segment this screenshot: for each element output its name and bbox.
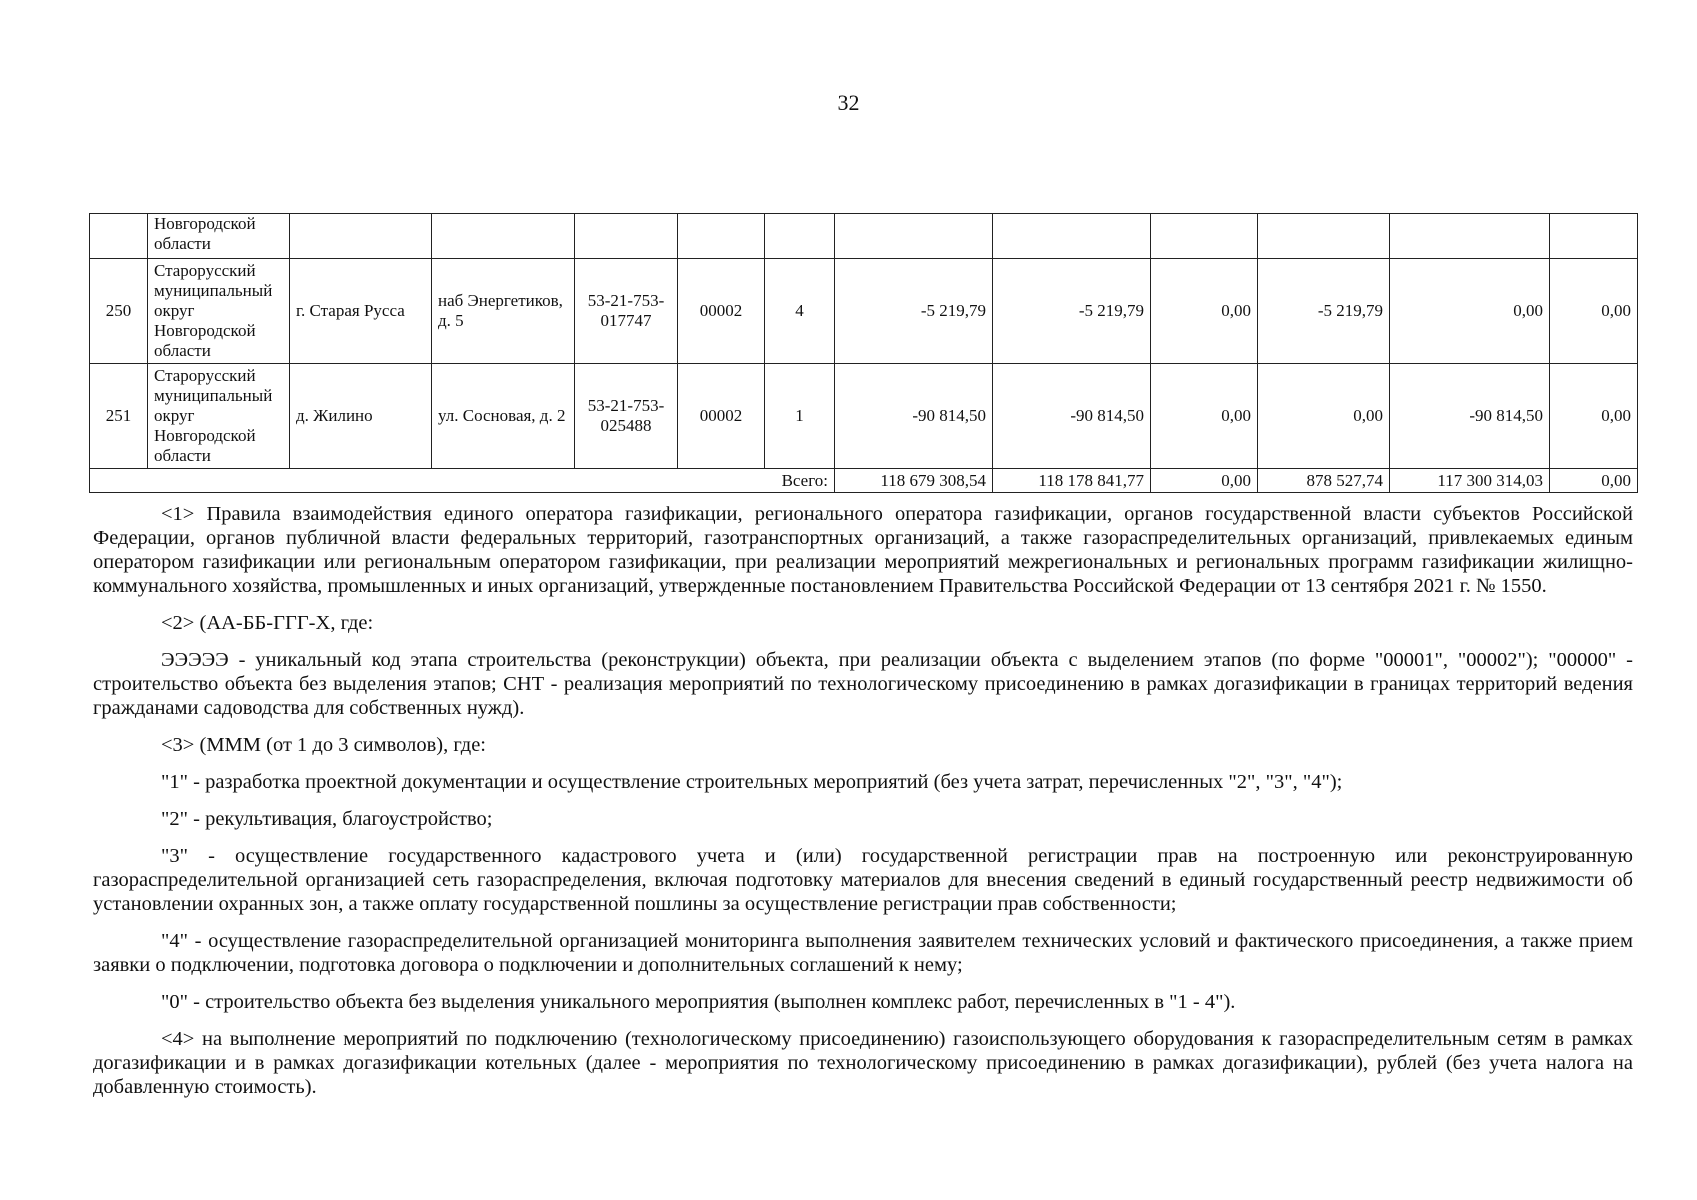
- value-cell-3: 0,00: [1151, 259, 1258, 364]
- row-number-cell: [90, 214, 148, 259]
- total-value-4: 878 527,74: [1258, 469, 1390, 493]
- address-cell: [432, 214, 575, 259]
- footnotes: [93, 502, 1633, 1112]
- value-cell-5: [1390, 214, 1550, 259]
- registry-table: [89, 213, 1638, 493]
- table-row: [90, 259, 1638, 364]
- locality-cell: г. Старая Русса: [290, 259, 432, 364]
- locality-cell: [290, 214, 432, 259]
- total-value-3: 0,00: [1151, 469, 1258, 493]
- value-cell-4: [1258, 214, 1390, 259]
- municipality-cell: Старорусский муниципальный округ Новгородской области: [148, 364, 290, 469]
- row-number-cell: 250: [90, 259, 148, 364]
- footnote-3-item-4: "4" - осуществление газораспределительной организацией мониторинга выполнения заявителем технических условий и фактического присоединения, а также прием заявки о подключении, подготовка договора о подключении и дополнительных соглашений к нему;: [93, 930, 1633, 976]
- municipality-cell: Старорусский муниципальный округ Новгородской области: [148, 259, 290, 364]
- stage-code-cell: 00002: [678, 364, 765, 469]
- value-cell-6: 0,00: [1550, 364, 1638, 469]
- footnote-2-title: <2> (АА-ББ-ГГГ-Х, где:: [161, 612, 374, 634]
- value-cell-3: 0,00: [1151, 364, 1258, 469]
- footnote-3-title: <3> (МММ (от 1 до 3 символов), где:: [161, 734, 486, 756]
- value-cell-4: -5 219,79: [1258, 259, 1390, 364]
- value-cell-2: -90 814,50: [993, 364, 1151, 469]
- value-cell-3: [1151, 214, 1258, 259]
- footnote-3-item-3: "3" - осуществление государственного кадастрового учета и (или) государственной регистрации прав на построенную или реконструированную газораспределительной организацией сеть газораспределения, включая подготовку материалов для внесения сведений в единый государственный реестр недвижимости об установлении охранных зон, а также оплату государственной пошлины за осуществление регистрации прав собственности;: [93, 845, 1633, 915]
- total-row: [90, 469, 1638, 493]
- address-cell: наб Энергетиков, д. 5: [432, 259, 575, 364]
- value-cell-5: 0,00: [1390, 259, 1550, 364]
- municipality-cell: Новгородской области: [148, 214, 290, 259]
- table-row: [90, 364, 1638, 469]
- value-cell-6: 0,00: [1550, 259, 1638, 364]
- footnote-3-item-2: "2" - рекультивация, благоустройство;: [161, 808, 493, 830]
- object-code-cell: [575, 214, 678, 259]
- footnote-2-stage-code: ЭЭЭЭЭ - уникальный код этапа строительства (реконструкции) объекта, при реализации объекта с выделением этапов (по форме "00001", "00002"); "00000" - строительство объекта без выделения этапов; СНТ - реализация мероприятий по технологическому присоединению в рамках догазификации в границах территорий ведения гражданами садоводства для собственных нужд).: [93, 649, 1633, 719]
- footnote-3-item-1: "1" - разработка проектной документации и осуществление строительных мероприятий (без учета затрат, перечисленных "2", "3", "4");: [161, 771, 1343, 793]
- stage-code-cell: [678, 214, 765, 259]
- total-value-6: 0,00: [1550, 469, 1638, 493]
- value-cell-1: -90 814,50: [835, 364, 993, 469]
- row-number-cell: 251: [90, 364, 148, 469]
- footnote-1: <1> Правила взаимодействия единого оператора газификации, регионального оператора газификации, органов государственной власти субъектов Российской Федерации, органов публичной власти федеральных территорий, газотранспортных организаций, а также газораспределительных организаций, привлекаемых единым оператором газификации или региональным оператором газификации, при реализации мероприятий межрегиональных и региональных программ газификации жилищно-коммунального хозяйства, промышленных и иных организаций, утвержденные постановлением Правительства Российской Федерации от 13 сентября 2021 г. № 1550.: [93, 503, 1633, 597]
- value-cell-6: [1550, 214, 1638, 259]
- value-cell-4: 0,00: [1258, 364, 1390, 469]
- measure-code-cell: 1: [765, 364, 835, 469]
- measure-code-cell: 4: [765, 259, 835, 364]
- total-value-5: 117 300 314,03: [1390, 469, 1550, 493]
- stage-code-cell: 00002: [678, 259, 765, 364]
- footnote-3-item-0: "0" - строительство объекта без выделения уникального мероприятия (выполнен комплекс работ, перечисленных в "1 - 4").: [161, 991, 1236, 1013]
- object-code-cell: 53-21-753-017747: [575, 259, 678, 364]
- object-code-cell: 53-21-753-025488: [575, 364, 678, 469]
- value-cell-5: -90 814,50: [1390, 364, 1550, 469]
- address-cell: ул. Сосновая, д. 2: [432, 364, 575, 469]
- total-value-2: 118 178 841,77: [993, 469, 1151, 493]
- value-cell-2: [993, 214, 1151, 259]
- value-cell-1: -5 219,79: [835, 259, 993, 364]
- page-number: 32: [837, 90, 860, 115]
- footnote-4: <4> на выполнение мероприятий по подключению (технологическому присоединению) газоиспользующего оборудования к газораспределительным сетям в рамках догазификации и в рамках догазификации котельных (далее - мероприятия по технологическому присоединению в рамках догазификации), рублей (без учета налога на добавленную стоимость).: [93, 1028, 1633, 1098]
- value-cell-1: [835, 214, 993, 259]
- locality-cell: д. Жилино: [290, 364, 432, 469]
- table-row: [90, 214, 1638, 259]
- value-cell-2: -5 219,79: [993, 259, 1151, 364]
- measure-code-cell: [765, 214, 835, 259]
- total-value-1: 118 679 308,54: [835, 469, 993, 493]
- total-label: Всего:: [90, 469, 835, 493]
